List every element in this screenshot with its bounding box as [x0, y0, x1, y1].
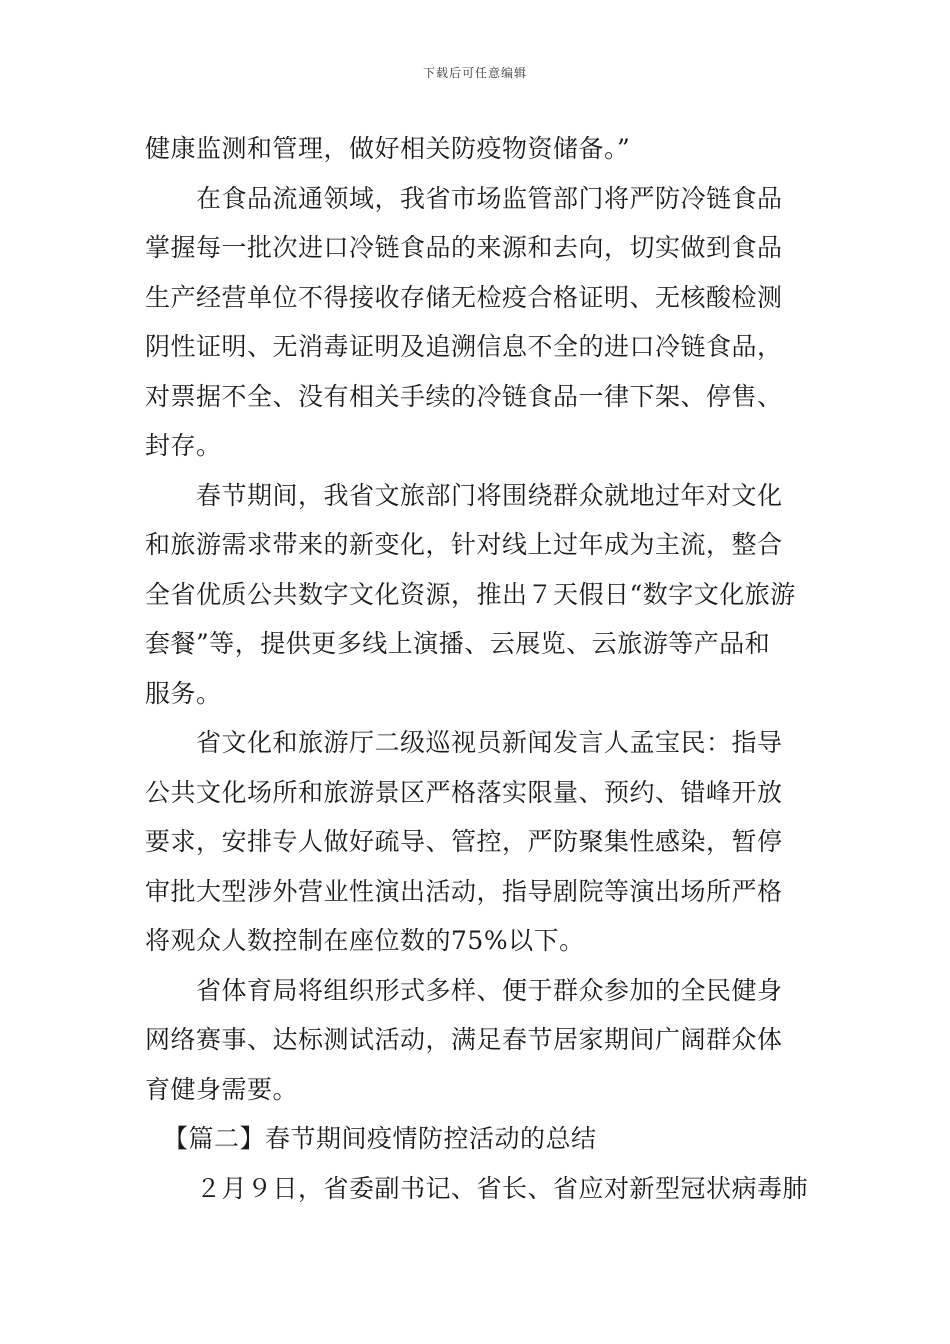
- text-line: 套餐”等，提供更多线上演播、云展览、云旅游等产品和: [145, 629, 771, 658]
- text-line: 公共文化场所和旅游景区严格落实限量、预约、错峰开放: [145, 777, 783, 807]
- text-line: 和旅游需求带来的新变化，针对线上过年成为主流，整合: [145, 530, 783, 559]
- text-line: 育健身需要。: [145, 1074, 299, 1104]
- paragraph-start-line: 在食品流通领域，我省市场监管部门将严防冷链食品: [196, 183, 783, 213]
- page-header-note: 下载后可任意编辑: [422, 66, 527, 80]
- text-line: 封存。: [145, 431, 222, 460]
- document-body: [145, 124, 810, 1213]
- text-line: 服务。: [145, 678, 222, 708]
- text-line: 阴性证明、无消毒证明及追溯信息不全的进口冷链食品，: [145, 332, 783, 361]
- paragraph-start-line: 省文化和旅游厅二级巡视员新闻发言人孟宝民：指导: [196, 728, 783, 757]
- paragraph-start-line: 省体育局将组织形式多样、便于群众参加的全民健身: [196, 975, 783, 1005]
- text-line: 掌握每一批次进口冷链食品的来源和去向，切实做到食品: [145, 233, 783, 262]
- text-line: 要求，安排专人做好疏导、管控，严防聚集性感染，暂停: [145, 827, 783, 856]
- text-line: 健康监测和管理，做好相关防疫物资储备。”: [145, 134, 631, 163]
- text-line: 全省优质公共数字文化资源，推出７天假日“数字文化旅游: [145, 579, 796, 609]
- text-line: 对票据不全、没有相关手续的冷链食品一律下架、停售、: [145, 381, 783, 411]
- text-line: 审批大型涉外营业性演出活动，指导剧院等演出场所严格: [145, 876, 783, 906]
- section-heading: 【篇二】春节期间疫情防控活动的总结: [163, 1124, 597, 1153]
- text-line: 网络赛事、达标测试活动，满足春节居家期间广阔群众体: [145, 1025, 783, 1054]
- paragraph-start-line: ２月９日，省委副书记、省长、省应对新型冠状病毒肺: [196, 1173, 809, 1203]
- paragraph-start-line: 春节期间，我省文旅部门将围绕群众就地过年对文化: [196, 480, 783, 510]
- text-line: 将观众人数控制在座位数的75%以下。: [145, 926, 585, 955]
- text-line: 生产经营单位不得接收存储无检疫合格证明、无核酸检测: [145, 282, 783, 312]
